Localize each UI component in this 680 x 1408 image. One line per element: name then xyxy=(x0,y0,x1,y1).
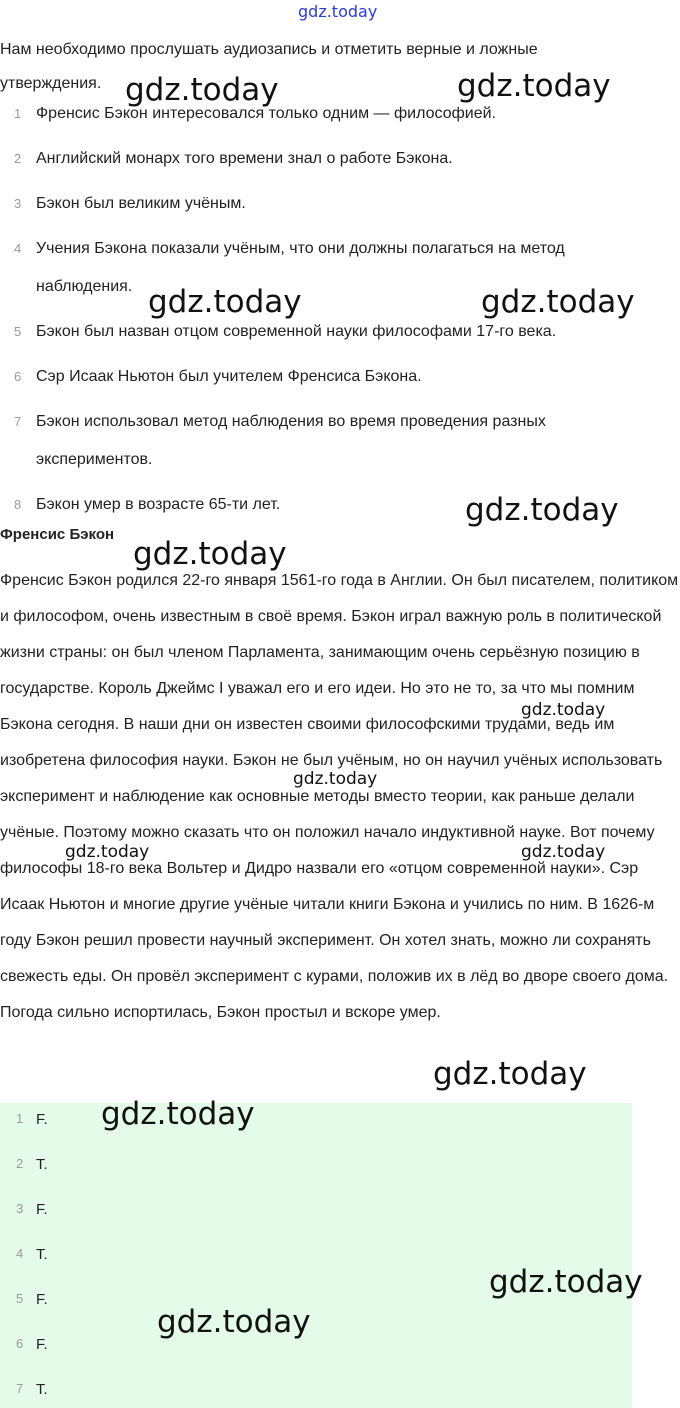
article-heading: Френсис Бэкон xyxy=(0,526,115,543)
answer-value: F. xyxy=(36,1291,48,1308)
statement-text: Бэкон использовал метод наблюдения во время проведения разных экспериментов. xyxy=(36,413,546,468)
statement-item xyxy=(0,185,660,223)
statement-number: 2 xyxy=(14,151,22,166)
watermark: gdz.today xyxy=(481,284,635,320)
answer-value: F. xyxy=(36,1336,48,1353)
watermark: gdz.today xyxy=(65,842,150,862)
watermark: gdz.today xyxy=(101,1096,255,1132)
watermark: gdz.today xyxy=(521,700,606,720)
watermark: gdz.today xyxy=(457,68,611,104)
answer-number: 7 xyxy=(16,1381,24,1396)
statement-number: 7 xyxy=(14,414,22,429)
answer-number: 2 xyxy=(16,1156,24,1171)
statement-number: 5 xyxy=(14,324,22,339)
watermark: gdz.today xyxy=(433,1056,587,1092)
watermark: gdz.today xyxy=(489,1264,643,1300)
watermark: gdz.today xyxy=(521,842,606,862)
statement-text: Френсис Бэкон интересовался только одним — философией. xyxy=(36,105,496,122)
watermark: gdz.today xyxy=(125,72,279,108)
statement-text: Английский монарх того времени знал о работе Бэкона. xyxy=(36,150,453,167)
statement-number: 3 xyxy=(14,196,22,211)
statement-number: 8 xyxy=(14,497,22,512)
statement-text: Бэкон был великим учёным. xyxy=(36,195,246,212)
answer-number: 1 xyxy=(16,1111,24,1126)
answer-number: 6 xyxy=(16,1336,24,1351)
answer-value: T. xyxy=(36,1381,48,1398)
answer-number: 5 xyxy=(16,1291,24,1306)
intro-text: Нам необходимо прослушать аудиозапись и отметить верные и ложные утверждения. xyxy=(0,41,538,92)
statement-text: Бэкон умер в возрасте 65-ти лет. xyxy=(36,496,281,513)
watermark-logo: gdz.today xyxy=(298,2,378,21)
answer-value: T. xyxy=(36,1156,48,1173)
statement-item xyxy=(0,358,660,396)
answer-number: 3 xyxy=(16,1201,24,1216)
answer-value: T. xyxy=(36,1246,48,1263)
statement-text: Учения Бэкона показали учёным, что они должны полагаться на метод наблюдения. xyxy=(36,240,565,295)
watermark: gdz.today xyxy=(148,284,302,320)
statement-item xyxy=(0,403,660,479)
answer-number: 4 xyxy=(16,1246,24,1261)
statement-number: 4 xyxy=(14,241,22,256)
watermark: gdz.today xyxy=(293,769,378,789)
watermark: gdz.today xyxy=(157,1304,311,1340)
watermark: gdz.today xyxy=(465,492,619,528)
statement-number: 1 xyxy=(14,106,22,121)
statement-text: Бэкон был назван отцом современной науки философами 17-го века. xyxy=(36,323,557,340)
statement-text: Сэр Исаак Ньютон был учителем Френсиса Бэкона. xyxy=(36,368,422,385)
statement-number: 6 xyxy=(14,369,22,384)
answer-value: F. xyxy=(36,1111,48,1128)
statement-item xyxy=(0,140,660,178)
watermark: gdz.today xyxy=(133,536,287,572)
article-text: Френсис Бэкон родился 22-го января 1561-го года в Англии. Он был писателем, политиком и философом, очень известным в своё время. Бэкон играл важную роль в политической жизни страны: он был членом Парламента, занимающим очень серьёзную позицию в государстве. Король Джеймс I уважал его и его идеи. Но это не то, за что мы помним Бэкона сегодня. В наши дни он известен своими философскими трудами, ведь им изобретена философия науки. Бэкон не был учёным, но он научил учёных использовать эксперимент и наблюдение как основные методы вместо теории, как раньше делали учёные. Поэтому можно сказать что он положил начало индуктивной науке. Вот почему философы 18-го века Вольтер и Дидро назвали его «отцом современной науки». Сэр Исаак Ньютон и многие другие учёные читали книги Бэкона и учились по ним. В 1626-м году Бэкон решил провести научный эксперимент. Он хотел знать, можно ли сохранять свежесть еды. Он провёл эксперимент с курами, положив их в лёд во дворе своего дома. Погода сильно испортилась, Бэкон простыл и вскоре умер. xyxy=(0,572,679,1021)
answers-panel xyxy=(0,1103,632,1408)
answer-value: F. xyxy=(36,1201,48,1218)
